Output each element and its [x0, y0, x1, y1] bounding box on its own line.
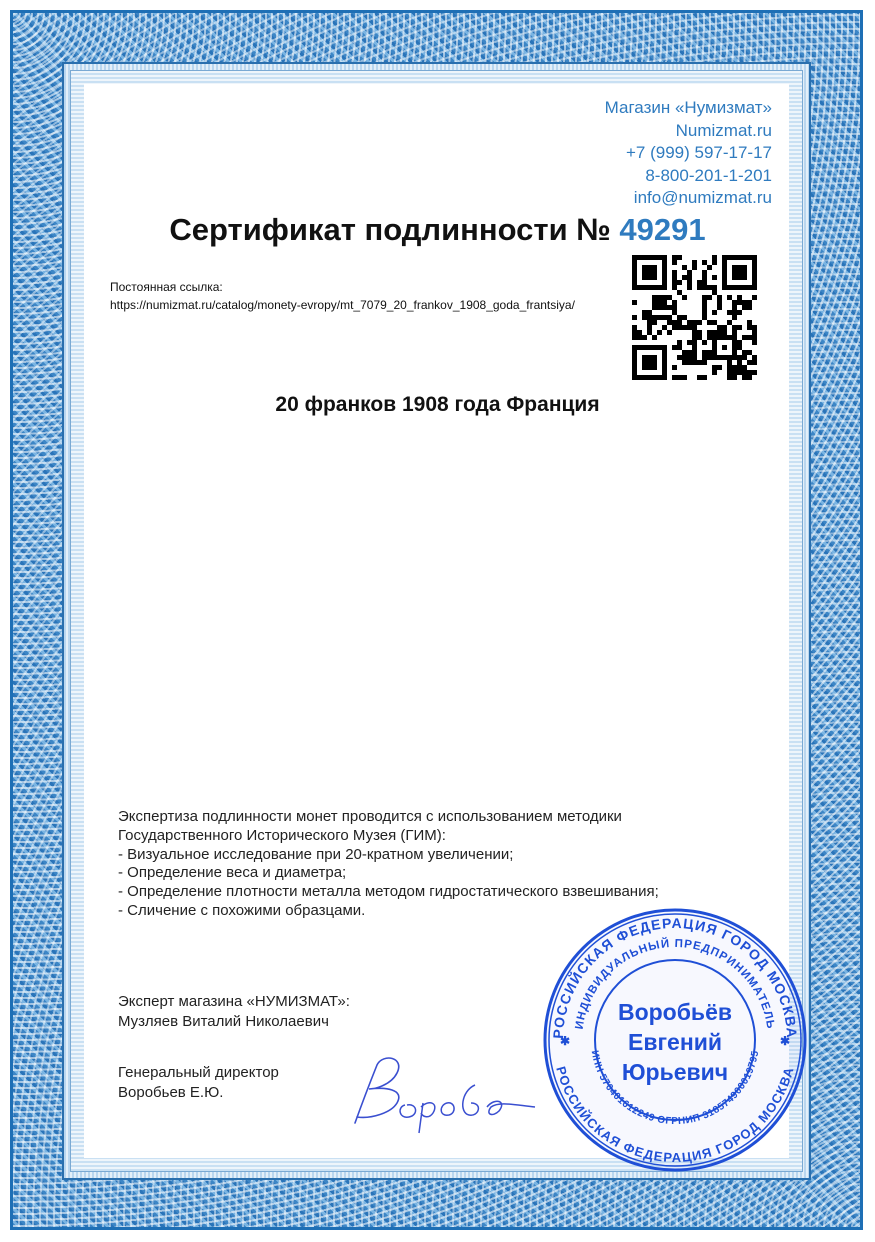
permalink-url[interactable]: https://numizmat.ru/catalog/monety-evropy/mt_7079_20_frankov_1908_goda_frantsiya/	[110, 298, 575, 312]
shop-phone-1: +7 (999) 597-17-17	[625, 143, 772, 162]
stamp-star-icon: ✱	[560, 1034, 571, 1048]
certificate-title	[0, 212, 875, 248]
stamp-name-line-3: Юрьевич	[621, 1059, 729, 1085]
director-label: Генеральный директор	[118, 1064, 279, 1081]
stamp-name-line-2: Евгений	[627, 1029, 723, 1055]
stamp-name-line-1: Воробьёв	[617, 999, 733, 1025]
shop-phone-2: 8-800-201-1-201	[645, 165, 772, 185]
expertise-line: Экспертиза подлинности монет проводится с использованием методики	[118, 808, 622, 825]
qr-code	[632, 255, 757, 380]
permalink-label: Постоянная ссылка:	[110, 280, 223, 294]
coin-title: 20 франков 1908 года Франция	[275, 393, 600, 416]
expert-block	[118, 992, 350, 1031]
stamp-outer-text: РОССИЙСКАЯ ФЕДЕРАЦИЯ ГОРОД МОСКВА	[549, 914, 801, 1040]
expertise-text	[118, 808, 659, 921]
director-name: Воробьев Е.Ю.	[118, 1083, 224, 1101]
shop-site: Numizmat.ru	[675, 120, 772, 140]
shop-name: Магазин «Нумизмат»	[604, 98, 772, 117]
expert-name: Музляев Виталий Николаевич	[118, 1012, 329, 1030]
shop-contacts	[605, 97, 772, 210]
certificate-title-text: Сертификат подлинности №	[169, 212, 611, 247]
expertise-line: - Сличение с похожими образцами.	[118, 901, 366, 919]
expertise-line: - Визуальное исследование при 20-кратном увеличении;	[118, 845, 514, 863]
director-block	[118, 1063, 279, 1102]
shop-email: info@numizmat.ru	[633, 188, 772, 207]
stamp-bottom-inner-text: ИНН 570401612249 ОГРНИП 318574900019795	[588, 1049, 762, 1128]
expert-label: Эксперт магазина «НУМИЗМАТ»:	[118, 993, 350, 1010]
official-stamp	[540, 905, 810, 1175]
certificate-number: 49291	[619, 212, 706, 247]
stamp-bottom-outer-text: РОССИЙСКАЯ ФЕДЕРАЦИЯ ГОРОД МОСКВА	[553, 1064, 797, 1166]
permalink-block	[110, 278, 600, 314]
handwritten-signature	[335, 1045, 575, 1135]
stamp-star-icon: ✱	[780, 1034, 791, 1048]
expertise-line: - Определение плотности металла методом гидростатического взвешивания;	[118, 883, 659, 901]
expertise-line: - Определение веса и диаметра;	[118, 864, 347, 882]
expertise-line: Государственного Исторического Музея (ГИМ):	[118, 826, 446, 844]
stamp-inner-text: ИНДИВИДУАЛЬНЫЙ ПРЕДПРИНИМАТЕЛЬ	[573, 937, 777, 1031]
